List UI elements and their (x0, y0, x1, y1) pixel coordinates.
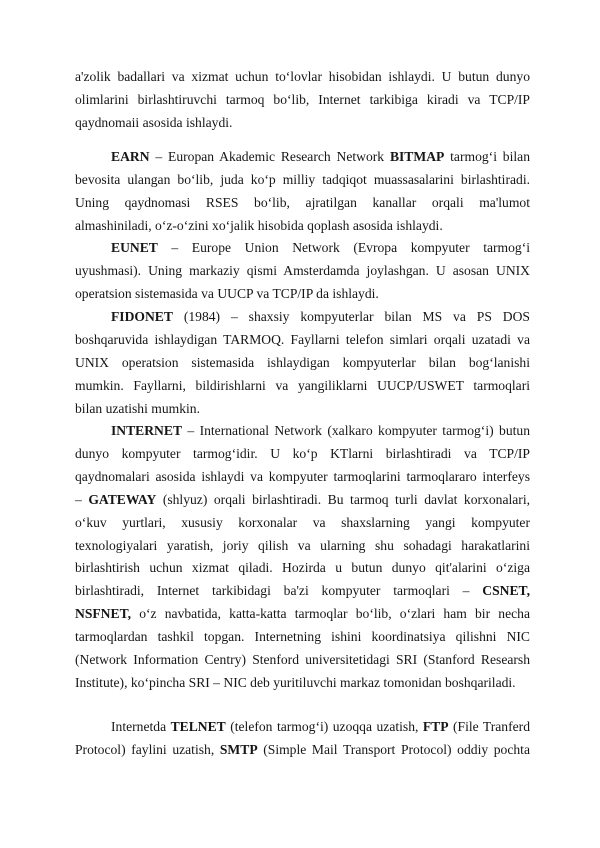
text-run: – Europe Union Network (Evropa kompyuter tarmog‘i (157, 240, 530, 255)
text-run: – International Network (xalkaro kompyuter tarmog‘i) butun (182, 423, 530, 438)
text-run: Protocol) faylini uzatish, (75, 741, 220, 757)
text-run: qaydnomalari asosida ishlaydi va kompyuter tarmoqlarini tarmoqlararo interfeys (75, 468, 530, 484)
text-line (75, 580, 530, 603)
bold-term: EUNET (111, 240, 158, 255)
bold-term: BITMAP (389, 149, 445, 164)
text-line (75, 398, 530, 421)
text-run: (1984) – shaxsiy kompyuterlar bilan MS va PS DOS (172, 309, 530, 324)
bold-term: CSNET, (482, 583, 530, 599)
text-run: (File Tranferd (448, 719, 530, 734)
bold-term: GATEWAY (88, 491, 157, 507)
text-line (75, 603, 530, 626)
paragraph (75, 716, 530, 762)
text-run: Institute), ko‘pincha SRI – NIC deb yuritiluvchi markaz tomonidan boshqariladi. (75, 674, 516, 690)
paragraph (75, 237, 530, 306)
text-run: texnologiyalari yaratish, joriy qilish va ularning shu sohadagi harakatlarini (75, 537, 530, 553)
text-run: uyushmasi). Uning markaziy qismi Amsterdamda joylashgan. U asosan UNIX (75, 262, 530, 278)
bold-term: SMTP (219, 741, 258, 757)
text-run: birlashtiradi, Internet tarkibidagi ba'zi kompyuter tarmoqlari – (75, 583, 483, 599)
text-run: mumkin. Fayllarni, bildirishlarni va yangiliklarni UUCP/USWET tarmoqlari (75, 377, 530, 393)
text-line (75, 260, 530, 283)
text-run: – (75, 491, 89, 507)
text-run: operatsion sistemasida va UUCP va TCP/IP da ishlaydi. (75, 285, 379, 301)
paragraph (75, 66, 530, 135)
bold-term: INTERNET (111, 423, 183, 438)
text-run: birlashtirish uchun xizmat qiladi. Hozirda u butun dunyo qit'alarini o‘ziga (75, 560, 530, 576)
text-run: qaydnomaii asosida ishlaydi. (75, 114, 233, 130)
paragraph (75, 420, 530, 695)
text-line (75, 112, 530, 135)
text-line (75, 329, 530, 352)
text-line (75, 489, 530, 512)
bold-term: NSFNET, (75, 606, 132, 622)
bold-term: FTP (422, 719, 449, 734)
text-run: (shlyuz) orqali birlashtiradi. Bu tarmoq turli davlat korxonalari, (156, 491, 530, 507)
text-line (75, 146, 530, 169)
text-run: UNIX operatsion sistemasida ishlaydigan kompyuterlar bilan bog‘lanishi (75, 354, 530, 370)
text-run: tarmog‘i bilan (444, 149, 530, 164)
bold-term: TELNET (170, 719, 226, 734)
text-run: olimlarini birlashtiruvchi tarmoq bo‘lib, Internet tarkibiga kiradi va TCP/IP (75, 91, 530, 107)
text-line (75, 649, 530, 672)
text-line (75, 375, 530, 398)
text-line (75, 66, 530, 89)
text-line (75, 306, 530, 329)
text-run: o‘z navbatida, katta-katta tarmoqlar bo‘lib, o‘zlari ham bir necha (131, 606, 530, 622)
text-run: Uning qaydnomasi RSES bo‘lib, ajratilgan kanallar orqali ma'lumot (75, 194, 530, 210)
text-run: – Europan Akademic Research Network (149, 149, 390, 164)
text-line (75, 169, 530, 192)
text-line (75, 739, 530, 762)
paragraph (75, 146, 530, 238)
text-run: o‘kuv yurtlari, xususiy korxonalar va shaxslarning yangi kompyuter (75, 514, 530, 530)
bold-term: EARN (111, 149, 150, 164)
text-run: boshqaruvida ishlaydigan TARMOQ. Fayllarni telefon simlari orqali uzatadi va (75, 331, 530, 347)
text-line (75, 237, 530, 260)
text-line (75, 352, 530, 375)
text-line (75, 557, 530, 580)
text-run: dunyo kompyuter tarmog‘idir. U ko‘p KTlarni birlashtiradi va TCP/IP (75, 445, 530, 461)
text-run: a'zolik badallari va xizmat uchun to‘lovlar hisobidan ishlaydi. U butun dunyo (75, 69, 530, 84)
text-line (75, 535, 530, 558)
text-run: bilan uzatishi mumkin. (75, 400, 200, 416)
text-run: Internetda (111, 719, 171, 734)
text-run: (Simple Mail Transport Protocol) oddiy pochta (257, 741, 530, 757)
text-line (75, 420, 530, 443)
paragraph (75, 306, 530, 421)
text-line (75, 443, 530, 466)
text-run: (telefon tarmog‘i) uzoqqa uzatish, (225, 719, 423, 734)
text-line (75, 283, 530, 306)
text-run: bevosita ulangan bo‘lib, juda ko‘p milliy tadqiqot muassasalarini birlashtiradi. (75, 171, 530, 187)
text-run: tarmoqlardan tashkil topgan. Internetning ishini koordinatsiya qilishni NIC (75, 629, 530, 645)
text-run: almashiniladi, o‘z-o‘zini xo‘jalik hisobida qoplash asosida ishlaydi. (75, 217, 443, 233)
text-line (75, 716, 530, 739)
bold-term: FIDONET (111, 309, 173, 324)
text-line (75, 626, 530, 649)
text-line (75, 466, 530, 489)
text-line (75, 215, 530, 238)
text-line (75, 192, 530, 215)
text-line (75, 512, 530, 535)
text-run: (Network Information Centry) Stenford universitetidagi SRI (Stanford Researsh (75, 652, 530, 668)
text-line (75, 672, 530, 695)
text-line (75, 89, 530, 112)
